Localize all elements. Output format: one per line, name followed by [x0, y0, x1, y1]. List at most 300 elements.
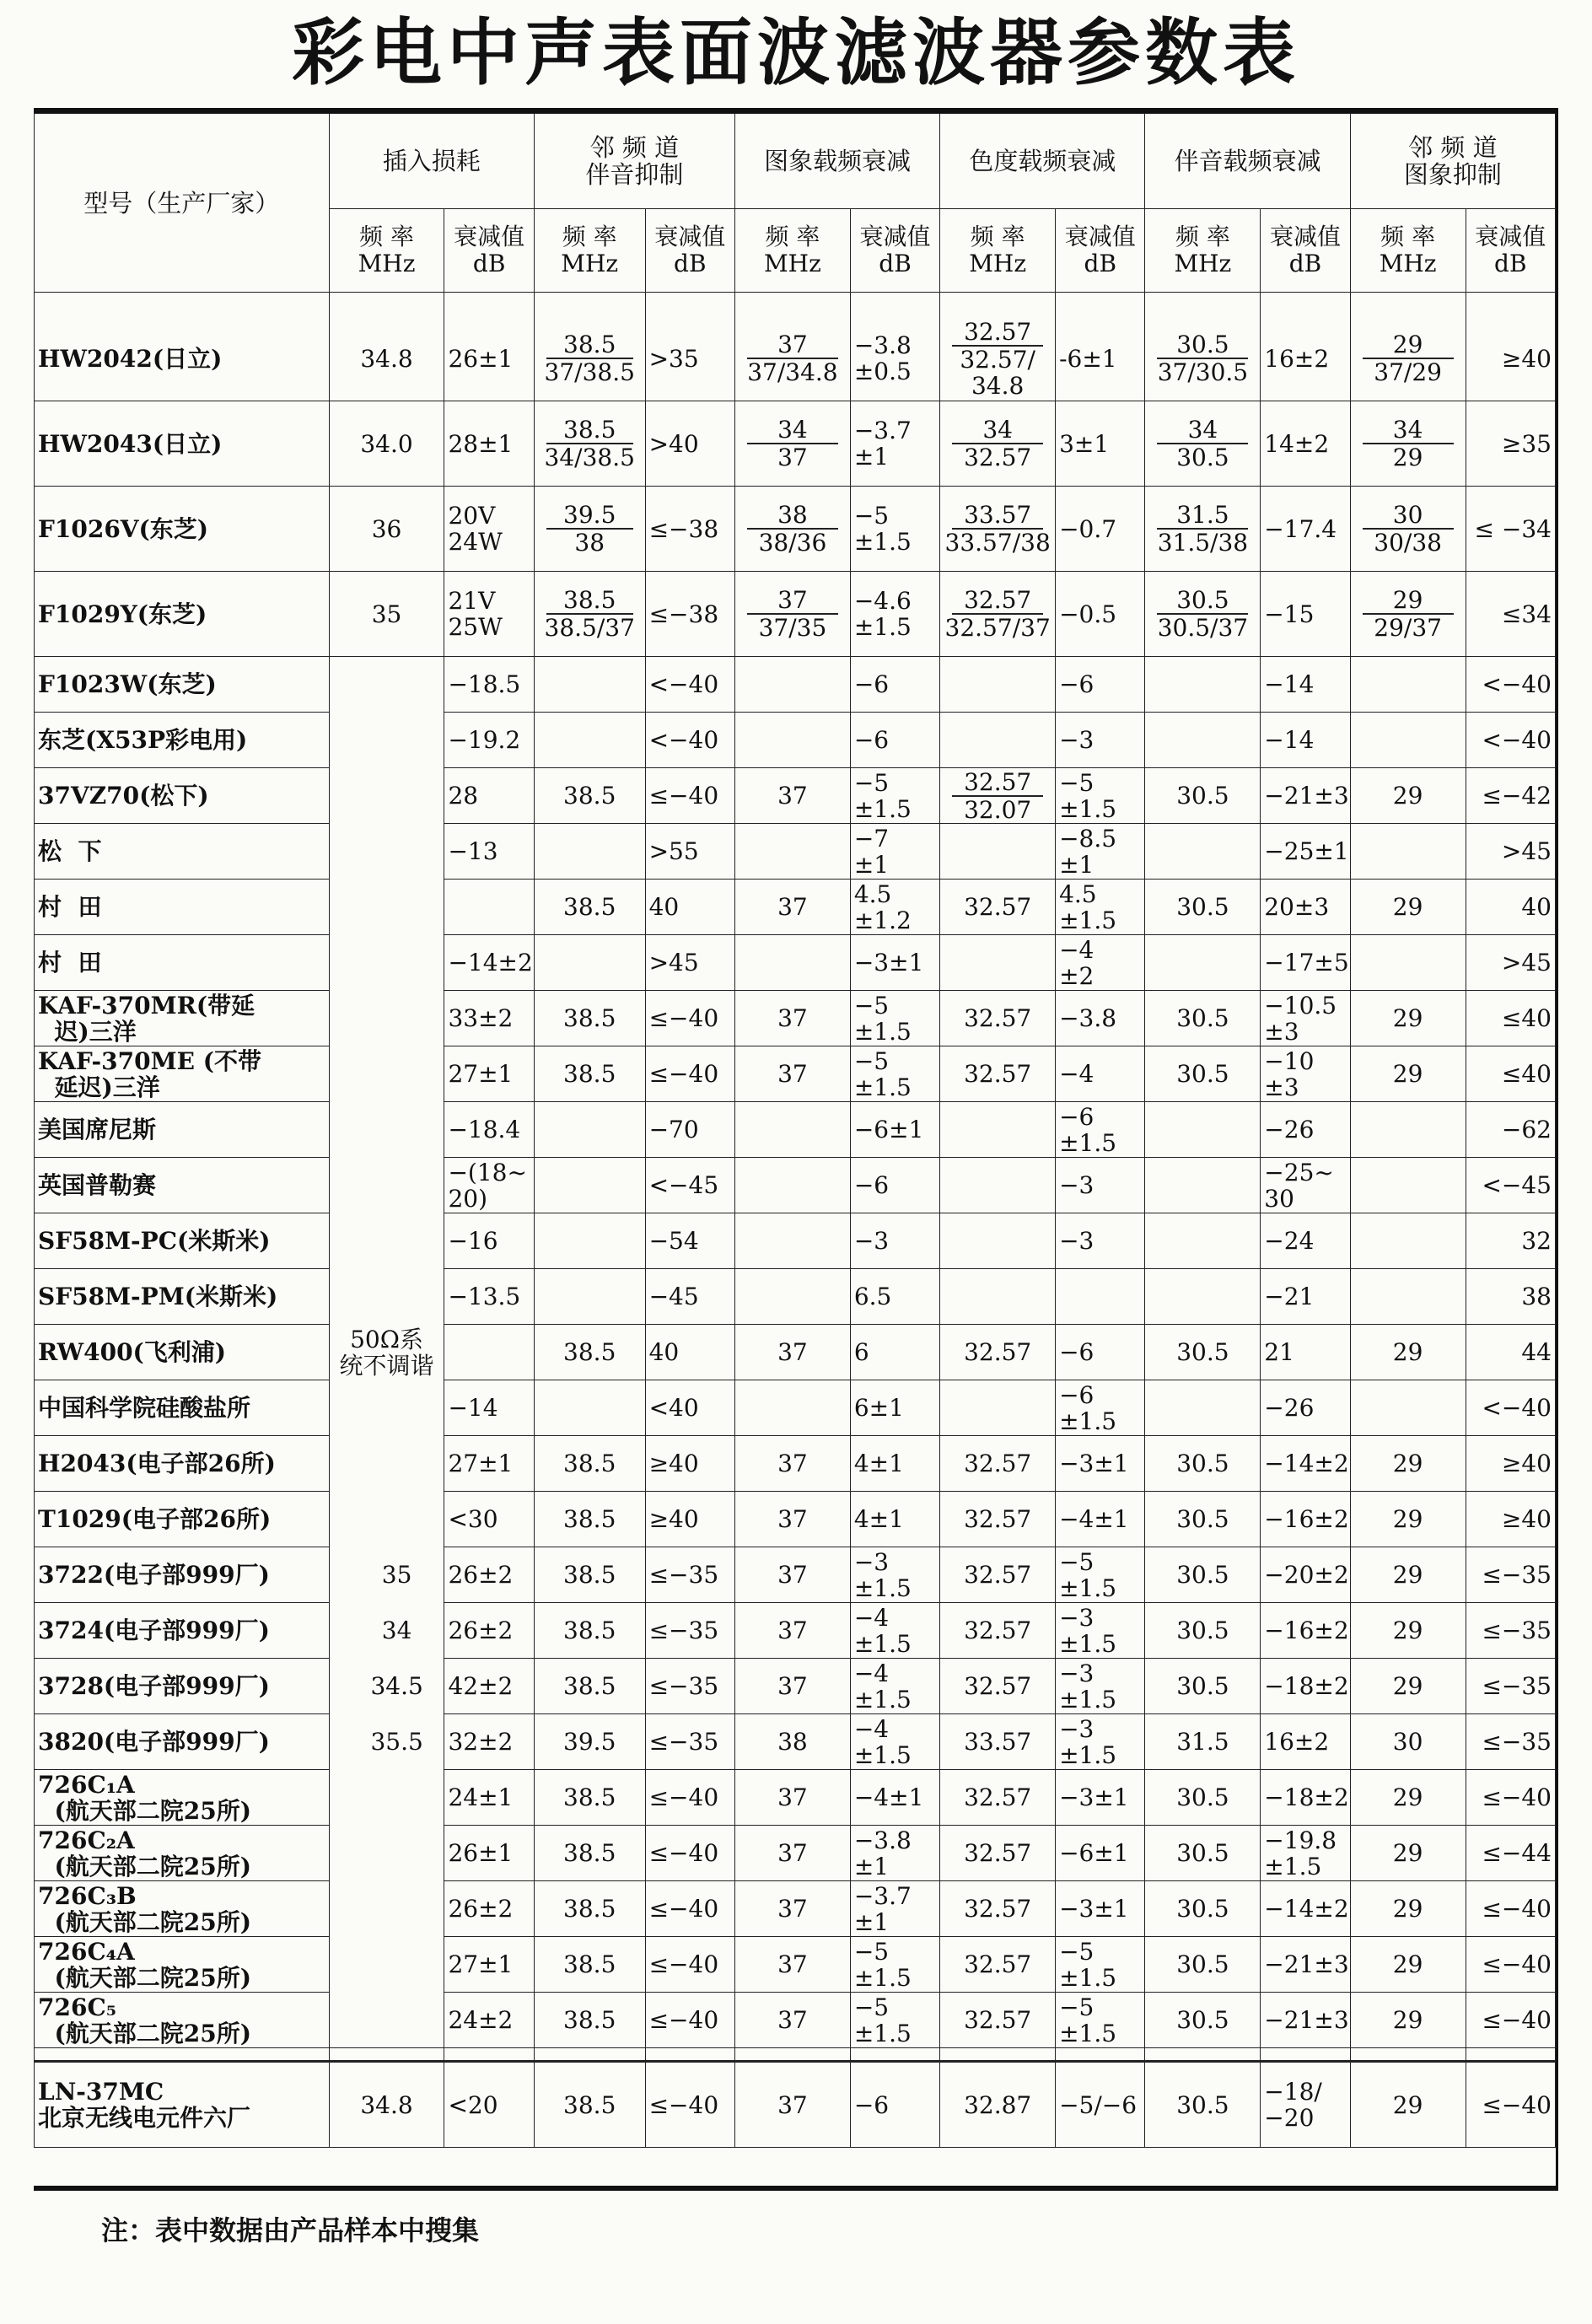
cell-value: −5 ±1.5	[850, 1046, 939, 1102]
cell-value: −5 ±1.5	[850, 768, 939, 824]
cell-value: 29	[1350, 880, 1466, 935]
cell-value	[1350, 935, 1466, 991]
cell-value: <−40	[1466, 1380, 1555, 1436]
cell-value: <−45	[1466, 1158, 1555, 1213]
cell-fraction-bottom: 32.57	[964, 444, 1032, 471]
cell-value	[1056, 1269, 1145, 1325]
cell-value: 32.57	[940, 1547, 1056, 1603]
cell-value: 34.8	[329, 293, 444, 401]
cell-fraction-top: 34	[1363, 417, 1454, 444]
cell-value: 20V 24W	[444, 487, 534, 572]
cell-value: ≥40	[1466, 293, 1555, 401]
cell-value: 42±2	[444, 1659, 534, 1714]
cell-value: 29	[1350, 1603, 1466, 1659]
table-row	[35, 880, 1556, 935]
cell-value: −16	[444, 1213, 534, 1269]
cell-value	[1350, 824, 1466, 880]
cell-value: 6.5	[850, 1269, 939, 1325]
parameter-table	[34, 108, 1558, 2191]
table-row	[35, 1380, 1556, 1436]
cell-value: 29	[1350, 1659, 1466, 1714]
cell-value: 29	[1350, 991, 1466, 1046]
cell-value: −10.5 ±3	[1261, 991, 1350, 1046]
cell-fraction-bottom: 34/38.5	[544, 444, 635, 471]
cell-value	[735, 824, 851, 880]
header-freq: 频 率 MHz	[329, 209, 444, 293]
cell-value: ≤−40	[1466, 1770, 1555, 1826]
cell-fraction-top: 32.57	[952, 587, 1043, 615]
cell-model: 3722(电子部999厂) 35	[35, 1547, 330, 1603]
cell-value: <40	[645, 1380, 734, 1436]
cell-model: 726C₂A (航天部二院25所)	[35, 1826, 330, 1881]
cell-value	[1350, 1213, 1466, 1269]
cell-value	[534, 401, 645, 487]
cell-fraction-top: 38.5	[546, 587, 633, 615]
cell-value: ≤−40	[1466, 2062, 1555, 2148]
cell-value: <−40	[1466, 657, 1555, 713]
table-row	[35, 2062, 1556, 2148]
cell-fraction-top: 33.57	[952, 502, 1043, 530]
cell-value: ≥35	[1466, 401, 1555, 487]
cell-value	[735, 935, 851, 991]
cell-value: 38	[735, 1714, 851, 1770]
cell-value: 30.5	[1145, 1881, 1261, 1937]
cell-model: H2043(电子部26所)	[35, 1436, 330, 1492]
cell-value: 32.57	[940, 1937, 1056, 1993]
cell-value: 30.5	[1145, 1937, 1261, 1993]
cell-fraction-bottom: 32.57/ 34.8	[960, 345, 1035, 400]
cell-value: 30.5	[1145, 1993, 1261, 2048]
cell-value: −(18~ 20)	[444, 1158, 534, 1213]
cell-value: ≤−35	[645, 1547, 734, 1603]
cell-value: >35	[645, 293, 734, 401]
cell-value: −14	[1261, 657, 1350, 713]
cell-value: 32.87	[940, 2062, 1056, 2148]
cell-shared-note: 50Ω系 统不调谐	[329, 657, 444, 2048]
cell-value: 16±2	[1261, 293, 1350, 401]
cell-value: −3.8 ±0.5	[850, 293, 939, 401]
header-group: 色度载频衰减	[940, 114, 1145, 209]
cell-value: −0.5	[1056, 572, 1145, 657]
cell-value: −45	[645, 1269, 734, 1325]
cell-value: 37	[735, 1436, 851, 1492]
cell-value: 14±2	[1261, 401, 1350, 487]
cell-value: ≤−35	[645, 1714, 734, 1770]
cell-value: 37	[735, 1603, 851, 1659]
cell-value: 3±1	[1056, 401, 1145, 487]
cell-value	[735, 1269, 851, 1325]
cell-value: −3.7 ±1	[850, 401, 939, 487]
table-row	[35, 1993, 1556, 2048]
cell-value: ≥40	[1466, 1436, 1555, 1492]
cell-value: −3.8	[1056, 991, 1145, 1046]
cell-value	[534, 657, 645, 713]
cell-value: 6	[850, 1325, 939, 1380]
footnote: 注：表中数据由产品样本中搜集	[101, 2214, 480, 2246]
table-row	[35, 1269, 1556, 1325]
cell-value: 21V 25W	[444, 572, 534, 657]
cell-value: ≤ −34	[1466, 487, 1555, 572]
cell-value: ≥40	[1466, 1492, 1555, 1547]
header-group: 伴音载频衰减	[1145, 114, 1350, 209]
cell-fraction-top: 37	[747, 587, 838, 615]
cell-value: −5 ±1.5	[1056, 768, 1145, 824]
cell-value: −62	[1466, 1102, 1555, 1158]
cell-freq-inline: 34	[381, 1617, 412, 1644]
cell-value: −3.7 ±1	[850, 1881, 939, 1937]
cell-value: ≤−40	[1466, 1993, 1555, 2048]
table-row	[35, 1826, 1556, 1881]
cell-value: 16±2	[1261, 1714, 1350, 1770]
cell-value: 37	[735, 880, 851, 935]
cell-value: 34.8	[329, 2062, 444, 2148]
cell-value: −3 ±1.5	[1056, 1714, 1145, 1770]
cell-value	[1145, 293, 1261, 401]
cell-value: 29	[1350, 1436, 1466, 1492]
cell-value: 26±2	[444, 1881, 534, 1937]
cell-fraction-top: 34	[747, 417, 838, 444]
cell-value: −14	[444, 1380, 534, 1436]
cell-value: −4.6 ±1.5	[850, 572, 939, 657]
cell-value: −15	[1261, 572, 1350, 657]
cell-fraction-bottom: 37/30.5	[1157, 358, 1249, 386]
cell-value: 29	[1350, 1046, 1466, 1102]
header-freq: 频 率 MHz	[534, 209, 645, 293]
cell-model: 美国席尼斯	[35, 1102, 330, 1158]
cell-value: ≤−35	[1466, 1547, 1555, 1603]
cell-value: −6 ±1.5	[1056, 1102, 1145, 1158]
cell-value: 28	[444, 768, 534, 824]
cell-value: −18/ −20	[1261, 2062, 1350, 2148]
cell-value: 29	[1350, 1993, 1466, 2048]
cell-value: 30.5	[1145, 768, 1261, 824]
cell-value	[940, 768, 1056, 824]
cell-value: −25±1	[1261, 824, 1350, 880]
cell-value	[534, 935, 645, 991]
cell-value: 32	[1466, 1213, 1555, 1269]
cell-value: −21±3	[1261, 1993, 1350, 2048]
cell-freq-inline: 35.5	[370, 1728, 423, 1756]
cell-value: 4±1	[850, 1436, 939, 1492]
cell-model: 东芝(X53P彩电用)	[35, 713, 330, 768]
cell-value	[735, 572, 851, 657]
cell-model: 37VZ70(松下)	[35, 768, 330, 824]
cell-value: −5 ±1.5	[1056, 1547, 1145, 1603]
cell-value: −5 ±1.5	[1056, 1937, 1145, 1993]
cell-value	[735, 487, 851, 572]
cell-value: ≤−35	[1466, 1603, 1555, 1659]
cell-value: ≤−38	[645, 572, 734, 657]
cell-value: 30.5	[1145, 1325, 1261, 1380]
cell-value: 38.5	[534, 1770, 645, 1826]
cell-value: 32.57	[940, 1325, 1056, 1380]
cell-value: 21	[1261, 1325, 1350, 1380]
cell-value: −6	[850, 1158, 939, 1213]
cell-model: LN-37MC 北京无线电元件六厂	[35, 2062, 330, 2148]
table-row	[35, 1547, 1556, 1603]
cell-value: −6±1	[850, 1102, 939, 1158]
cell-value	[1350, 1380, 1466, 1436]
cell-value: 29	[1350, 1492, 1466, 1547]
cell-value: 40	[1466, 880, 1555, 935]
cell-value: −5 ±1.5	[850, 991, 939, 1046]
cell-value: −70	[645, 1102, 734, 1158]
cell-fraction-bottom: 30/38	[1374, 529, 1442, 557]
header-group: 邻 频 道 伴音抑制	[534, 114, 734, 209]
cell-value: 38	[1466, 1269, 1555, 1325]
cell-value: 32.57	[940, 880, 1056, 935]
table-row	[35, 1213, 1556, 1269]
cell-value: ≤−35	[1466, 1714, 1555, 1770]
cell-value	[1145, 824, 1261, 880]
cell-value: ≥40	[645, 1492, 734, 1547]
cell-value: −6 ±1.5	[1056, 1380, 1145, 1436]
cell-value: 32.57	[940, 1881, 1056, 1937]
table-row	[35, 1881, 1556, 1937]
cell-fraction-top: 37	[747, 331, 838, 359]
cell-value: ≤−38	[645, 487, 734, 572]
cell-value: 30.5	[1145, 1492, 1261, 1547]
header-att: 衰减值 dB	[850, 209, 939, 293]
cell-fraction-top: 38	[747, 502, 838, 530]
cell-value	[1145, 1158, 1261, 1213]
cell-value: −0.7	[1056, 487, 1145, 572]
cell-value	[1350, 1158, 1466, 1213]
cell-fraction-bottom: 38/36	[758, 529, 827, 557]
cell-fraction-bottom: 32.57/37	[944, 614, 1051, 642]
cell-value: 38.5	[534, 2062, 645, 2148]
cell-value: 30.5	[1145, 1547, 1261, 1603]
cell-value: ≤−40	[1466, 1881, 1555, 1937]
cell-fraction-top: 32.57	[952, 319, 1043, 347]
cell-value	[1350, 657, 1466, 713]
cell-value	[940, 1213, 1056, 1269]
cell-fraction-top: 30.5	[1157, 587, 1248, 615]
cell-value: 37	[735, 1547, 851, 1603]
cell-fraction-bottom: 29/37	[1374, 614, 1442, 642]
cell-value: −18.5	[444, 657, 534, 713]
cell-value	[735, 1102, 851, 1158]
cell-value: <20	[444, 2062, 534, 2148]
cell-value: 30.5	[1145, 1770, 1261, 1826]
cell-value: 4.5 ±1.5	[1056, 880, 1145, 935]
cell-model: 726C₅ (航天部二院25所)	[35, 1993, 330, 2048]
cell-model: 村 田	[35, 880, 330, 935]
cell-model: F1029Y(东芝)	[35, 572, 330, 657]
table-row	[35, 1046, 1556, 1102]
cell-model: 726C₄A (航天部二院25所)	[35, 1937, 330, 1993]
table-row	[35, 657, 1556, 713]
cell-value: −16±2	[1261, 1492, 1350, 1547]
cell-model: F1026V(东芝)	[35, 487, 330, 572]
cell-model: HW2042(日立)	[35, 293, 330, 401]
cell-value: ≤−40	[645, 1993, 734, 2048]
cell-value: <−40	[645, 713, 734, 768]
cell-value: −3	[1056, 1213, 1145, 1269]
cell-value: 38.5	[534, 1547, 645, 1603]
cell-value: −6	[850, 657, 939, 713]
table-row	[35, 824, 1556, 880]
cell-value	[735, 1213, 851, 1269]
table-row	[35, 401, 1556, 487]
cell-value	[940, 1269, 1056, 1325]
cell-value: 29	[1350, 1770, 1466, 1826]
cell-value: ≤40	[1466, 991, 1555, 1046]
cell-freq-inline: 35	[381, 1561, 412, 1589]
cell-value: 27±1	[444, 1046, 534, 1102]
cell-value: 26±1	[444, 1826, 534, 1881]
cell-model: 3728(电子部999厂) 34.5	[35, 1659, 330, 1714]
cell-value: 30.5	[1145, 1826, 1261, 1881]
header-att: 衰减值 dB	[1261, 209, 1350, 293]
cell-value: 37	[735, 768, 851, 824]
cell-value: 30.5	[1145, 1436, 1261, 1492]
cell-value: −14±2	[1261, 1436, 1350, 1492]
cell-value: -6±1	[1056, 293, 1145, 401]
cell-value: −4±1	[850, 1770, 939, 1826]
cell-value: 38.5	[534, 1826, 645, 1881]
cell-value: 24±1	[444, 1770, 534, 1826]
cell-model: SF58M-PM(米斯米)	[35, 1269, 330, 1325]
table-row	[35, 1714, 1556, 1770]
cell-value: ≤34	[1466, 572, 1555, 657]
cell-value: −10 ±3	[1261, 1046, 1350, 1102]
cell-value: ≤−40	[1466, 1937, 1555, 1993]
table-row	[35, 1158, 1556, 1213]
cell-value: −18±2	[1261, 1659, 1350, 1714]
cell-value: 29	[1350, 1325, 1466, 1380]
header-att: 衰减值 dB	[645, 209, 734, 293]
cell-value: ≤−40	[645, 2062, 734, 2148]
cell-value: 27±1	[444, 1436, 534, 1492]
cell-value: −4 ±1.5	[850, 1603, 939, 1659]
cell-value: 29	[1350, 2062, 1466, 2148]
cell-value: −4 ±1.5	[850, 1714, 939, 1770]
cell-fraction-bottom: 37	[777, 444, 808, 471]
cell-fraction-bottom: 31.5/38	[1157, 529, 1249, 557]
cell-value	[940, 401, 1056, 487]
cell-freq-inline: 34.5	[370, 1672, 423, 1700]
cell-fraction-top: 32.57	[952, 769, 1043, 797]
cell-value: 40	[645, 880, 734, 935]
cell-value: 28±1	[444, 401, 534, 487]
cell-fraction-top: 29	[1363, 587, 1454, 615]
cell-value: −17±5	[1261, 935, 1350, 991]
cell-model: 中国科学院硅酸盐所	[35, 1380, 330, 1436]
cell-value: −21	[1261, 1269, 1350, 1325]
cell-value: ≤−40	[645, 1826, 734, 1881]
cell-value	[534, 1269, 645, 1325]
table-row	[35, 935, 1556, 991]
cell-fraction-bottom: 30.5	[1176, 444, 1229, 471]
cell-value: 30.5	[1145, 1046, 1261, 1102]
cell-fraction-bottom: 30.5/37	[1157, 614, 1249, 642]
cell-value	[940, 1158, 1056, 1213]
cell-value	[1350, 401, 1466, 487]
cell-value: 6±1	[850, 1380, 939, 1436]
cell-value: 39.5	[534, 1714, 645, 1770]
table-row	[35, 1770, 1556, 1826]
cell-value: >45	[1466, 935, 1555, 991]
cell-fraction-top: 34	[1157, 417, 1248, 444]
table-separator	[35, 2048, 1556, 2062]
cell-value	[1145, 572, 1261, 657]
header-att: 衰减值 dB	[1056, 209, 1145, 293]
cell-value: >45	[1466, 824, 1555, 880]
header-group: 插入损耗	[329, 114, 534, 209]
cell-value	[1350, 1269, 1466, 1325]
cell-value: −6	[1056, 657, 1145, 713]
cell-value: −3 ±1.5	[850, 1547, 939, 1603]
cell-value	[534, 713, 645, 768]
header-att: 衰减值 dB	[444, 209, 534, 293]
table-row	[35, 991, 1556, 1046]
cell-model: 村 田	[35, 935, 330, 991]
header-freq: 频 率 MHz	[1145, 209, 1261, 293]
cell-value	[735, 293, 851, 401]
cell-value: −5 ±1.5	[850, 1993, 939, 2048]
cell-value: 32.57	[940, 1826, 1056, 1881]
cell-model: 松 下	[35, 824, 330, 880]
cell-fraction-top: 38.5	[546, 331, 633, 359]
cell-value: −3	[850, 1213, 939, 1269]
cell-model: 3820(电子部999厂) 35.5	[35, 1714, 330, 1770]
cell-value	[735, 401, 851, 487]
cell-fraction-top: 29	[1363, 331, 1454, 359]
cell-value: −20±2	[1261, 1547, 1350, 1603]
cell-model: F1023W(东芝)	[35, 657, 330, 713]
table-row	[35, 1436, 1556, 1492]
cell-value: −3±1	[1056, 1436, 1145, 1492]
cell-value: 30.5	[1145, 991, 1261, 1046]
cell-value	[534, 293, 645, 401]
cell-value: −13.5	[444, 1269, 534, 1325]
cell-value	[444, 880, 534, 935]
cell-value	[940, 657, 1056, 713]
cell-value: 32±2	[444, 1714, 534, 1770]
cell-value	[1145, 1269, 1261, 1325]
cell-value: 37	[735, 1492, 851, 1547]
cell-value: 30.5	[1145, 1659, 1261, 1714]
cell-value	[940, 487, 1056, 572]
cell-value: −3 ±1.5	[1056, 1659, 1145, 1714]
cell-value: 38.5	[534, 1993, 645, 2048]
cell-value: 4.5 ±1.2	[850, 880, 939, 935]
cell-value: 37	[735, 1325, 851, 1380]
cell-value: 30.5	[1145, 880, 1261, 935]
cell-value: −21±3	[1261, 1937, 1350, 1993]
cell-value: −19.8 ±1.5	[1261, 1826, 1350, 1881]
cell-model: KAF-370ME (不带 延迟)三洋	[35, 1046, 330, 1102]
cell-value: 32.57	[940, 1770, 1056, 1826]
cell-fraction-bottom: 37/38.5	[544, 358, 635, 386]
cell-model: 英国普勒赛	[35, 1158, 330, 1213]
cell-value: 37	[735, 1826, 851, 1881]
cell-value	[940, 1102, 1056, 1158]
header-freq: 频 率 MHz	[940, 209, 1056, 293]
cell-value: <30	[444, 1492, 534, 1547]
table-row	[35, 1937, 1556, 1993]
cell-value: −3.8 ±1	[850, 1826, 939, 1881]
cell-value: 32.57	[940, 1436, 1056, 1492]
cell-value	[1145, 487, 1261, 572]
cell-value: −17.4	[1261, 487, 1350, 572]
cell-value: 33.57	[940, 1714, 1056, 1770]
header-att: 衰减值 dB	[1466, 209, 1555, 293]
cell-value	[735, 657, 851, 713]
cell-value: 27±1	[444, 1937, 534, 1993]
cell-value: 34.0	[329, 401, 444, 487]
